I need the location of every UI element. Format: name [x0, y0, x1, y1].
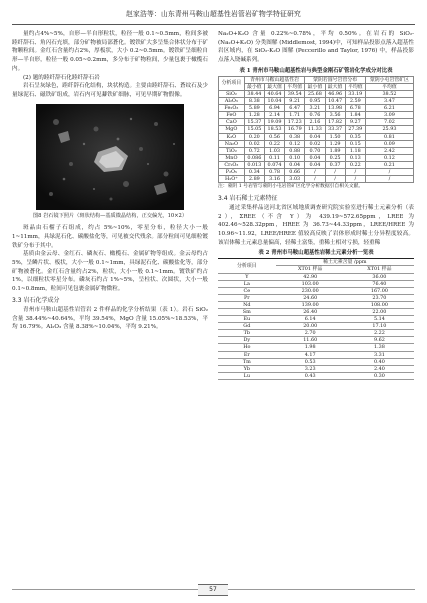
table-cell: 2.42 — [365, 147, 413, 154]
paragraph: 基质由金云母、金红石、磷灰石、橄榄石、金属矿物等组成。金云母约占5%，呈鳞片状、板状，大小一般 0.1~1mm，具绿泥石化、碳酸盐化等，部分矿物被蒼化。金红石含量约占2%，粒状，大小一般 0.1~1mm。镀铁矿约占1%，以细粒状零星分布。磷灰石约占 1%~5%，呈柱状、次圆状，大小一般 0.1~0.8mm，粒间可见包裹金属矿物微粒。 — [12, 251, 208, 293]
table-cell: 230.00 — [276, 287, 345, 294]
section-heading: 3.3 岩石化学成分 — [12, 296, 60, 304]
table-cell: 0.04 — [305, 161, 325, 168]
table-cell: 19.09 — [264, 119, 284, 126]
table-cell: 2.16 — [305, 119, 325, 126]
table-cell: / — [305, 176, 325, 183]
table-cell: 1.18 — [345, 147, 365, 154]
table-cell: Na₂O — [219, 140, 245, 147]
left-column — [12, 30, 208, 332]
table-cell: 1.84 — [345, 112, 365, 119]
table-cell: Al₂O₃ — [219, 98, 245, 105]
table-cell: 46.96 — [325, 91, 345, 98]
table-cell: Sm — [218, 308, 276, 315]
table-cell: 0.88 — [285, 147, 305, 154]
table2-body — [218, 273, 414, 379]
table1-group-header: 蒙阴小屯岩管矿区 — [365, 76, 413, 83]
table1-row — [219, 176, 414, 183]
table-cell: 3.23 — [276, 365, 345, 372]
table-cell: Er — [218, 351, 276, 358]
table-cell: 40.64 — [264, 91, 284, 98]
table-cell: 3.47 — [365, 98, 413, 105]
table-cell: 3.16 — [264, 176, 284, 183]
table-cell: 103.00 — [276, 280, 345, 287]
paragraph: 量约占4%~5%，自形—半自形粒状，粒径一般 0.1~0.5mm，粒间多被踛纤辞石、角闪石充填，部分矿物被局部蒼化。镀铁矿大多呈集合体状分布于矿物颗粒间。金红石含量约占2%，厚板状，大小 0.2~0.5mm。镀铁矿呈细粒自形—半自形，粒径一般 0.05~0.2mm，多分布于矿物粒间，少量包裹于橄榄石内。 — [12, 31, 208, 72]
table1 — [218, 76, 414, 183]
table-cell: 0.13 — [345, 154, 365, 161]
table-cell: / — [345, 176, 365, 183]
table-cell: La — [218, 280, 276, 287]
table-cell: 17.10 — [345, 323, 414, 330]
table-cell: TiO₂ — [219, 147, 245, 154]
table-cell: 0.66 — [285, 169, 305, 176]
table1-row — [219, 91, 414, 98]
table-cell: 3.56 — [325, 112, 345, 119]
table-cell: 10.04 — [264, 98, 284, 105]
table-cell: 3.03 — [285, 176, 305, 183]
table-cell: 0.43 — [276, 372, 345, 379]
table-cell: 39.54 — [285, 91, 305, 98]
table-cell: H₂O⁺ — [219, 176, 245, 183]
table-cell: 0.34 — [244, 169, 264, 176]
table-cell: 5.14 — [345, 316, 414, 323]
table-cell: 38.52 — [365, 91, 413, 98]
table-cell: 1.03 — [264, 147, 284, 154]
table-cell: P₂O₅ — [219, 169, 245, 176]
table-cell: 13.98 — [325, 105, 345, 112]
table1-body — [219, 91, 414, 183]
table-cell: Eu — [218, 316, 276, 323]
micrograph-image — [36, 104, 184, 210]
table-cell: 6.47 — [285, 105, 305, 112]
table-cell: MgO — [219, 126, 245, 133]
right-column — [218, 30, 414, 380]
table-cell: 0.11 — [264, 154, 284, 161]
paragraph: 通过采集样品送河北省区域地质调查研究院实验室进行稀土元素分析（表 2），ΣREE（不含 Y）为 439.19~572.65ppm，LREE 为 402.46~528.32ppm，HREE 为 36.73~44.33ppm，LREE/HREE 为 10.96~11.92，LREE/HREE 值较高反映了岩体形成时稀土分异程度较高。该岩体稀土元素总量偏高，轻稀土富集，重稀土相对亏损，轻重稀 — [218, 204, 414, 246]
table-cell: 33.37 — [325, 126, 345, 133]
table-cell: Ce — [218, 287, 276, 294]
page-number: 57 — [198, 584, 228, 596]
table-cell: 15.05 — [244, 126, 264, 133]
table1-row — [219, 140, 414, 147]
table-cell: / — [305, 169, 325, 176]
table-cell: 2.70 — [276, 330, 345, 337]
table-cell: 0.25 — [325, 154, 345, 161]
paragraph: Na₂O+K₂O 含量 0.22%~0.78%，平均 0.50%。在岩石的 SiO₂-(Na₂O+K₂O) 分类图解 (Middlemost, 1994)中，可知样品投影点落入超基性岩区域内，在 SiO₂-K₂O 图解 (Peccerillo and Taylor, 1976) 中，样品投影点落入铙碱系列。 — [218, 31, 414, 64]
table2-row — [218, 301, 414, 308]
table-cell: 6.21 — [365, 105, 413, 112]
table2-row — [218, 351, 414, 358]
paragraph: 岩石呈灰绿色，踛纤辞石化结构，块状构造。主要由踛纤辞石、蒼纹石及少量绿泥石、磁铁矿组成，岩石内可见藄铁矿细脉，可见早期矿物假像。 — [12, 83, 208, 98]
table-cell: 11.60 — [276, 337, 345, 344]
table-cell: 108.00 — [345, 301, 414, 308]
table-cell: 36.00 — [345, 273, 414, 280]
table2-header-cell: 稀土元素含量 /ppm — [276, 259, 414, 266]
table1-row — [219, 133, 414, 140]
table1-row — [219, 119, 414, 126]
table-cell: 16.79 — [285, 126, 305, 133]
table-cell: 1.38 — [345, 344, 414, 351]
table-cell: 0.02 — [305, 140, 325, 147]
table-cell: 18.53 — [264, 126, 284, 133]
table-cell: 2.14 — [264, 112, 284, 119]
table-cell: Gd — [218, 323, 276, 330]
table-cell: 25.68 — [305, 91, 325, 98]
table-cell: Lu — [218, 372, 276, 379]
table-cell: 0.78 — [264, 169, 284, 176]
table-cell: 1.29 — [325, 140, 345, 147]
table-cell: 6.14 — [276, 316, 345, 323]
table-cell: 3.21 — [305, 105, 325, 112]
table1-note: 注：蒙阴 1 号岩管与蒙阴小屯岩管矿区化学分析数据引自相关文献。 — [218, 184, 364, 190]
table-cell: 0.20 — [244, 133, 264, 140]
table-cell: SiO₂ — [219, 91, 245, 98]
table2-row — [218, 308, 414, 315]
table1-group-header: 蒙阴若圆号岩管分布 — [305, 76, 366, 83]
table-cell: 2.22 — [345, 330, 414, 337]
paragraph: 斑晶由石榴子石组成，约占 5%~10%，零星分布，粒径大小一般 1~11mm，具绿泥石化、碳酸盐化等，可见被交代残余。部分粒间可见细粒镀铁矿分布于其中。 — [12, 225, 208, 249]
table-cell: 2.40 — [345, 365, 414, 372]
table2-row — [218, 365, 414, 372]
table2-header-cell: 分析项目 — [218, 259, 276, 273]
table2-row — [218, 287, 414, 294]
section-heading: 3.4 岩石稀土元素特征 — [218, 194, 278, 202]
subsection-heading: (2) 题的踛纤辞石化踛纤辞石岩 — [23, 74, 100, 81]
table-cell: 0.70 — [305, 147, 325, 154]
table2-row — [218, 280, 414, 287]
table-cell: FeO — [219, 112, 245, 119]
table-cell: 10.47 — [325, 98, 345, 105]
table-cell: Dy — [218, 337, 276, 344]
table-cell: 0.37 — [325, 161, 345, 168]
table-cell: 1.28 — [244, 112, 264, 119]
table-cell: 9.21 — [285, 98, 305, 105]
table-cell: 1.98 — [276, 344, 345, 351]
table-cell: 6.78 — [345, 105, 365, 112]
table2-row — [218, 372, 414, 379]
table-cell: Cr₂O₃ — [219, 161, 245, 168]
table-cell: 0.53 — [276, 358, 345, 365]
table-cell: 3.31 — [345, 351, 414, 358]
table-cell: Fe₂O₃ — [219, 105, 245, 112]
table2-row — [218, 330, 414, 337]
table-cell: 167.00 — [345, 287, 414, 294]
table-cell: 0.10 — [285, 154, 305, 161]
table-cell: 2.89 — [244, 176, 264, 183]
table-cell: 6.94 — [264, 105, 284, 112]
table1-row — [219, 147, 414, 154]
table-cell: 17.82 — [325, 119, 345, 126]
table-cell: 0.38 — [285, 133, 305, 140]
table-cell: 9.27 — [345, 119, 365, 126]
running-header: 赵家浩等：山东青州马鞍山超基性岩管岩矿物学特征研究 — [12, 7, 415, 25]
table-cell: 0.21 — [365, 161, 413, 168]
table1-row — [219, 126, 414, 133]
table-cell: 3.09 — [365, 112, 413, 119]
table-cell: 1.50 — [325, 133, 345, 140]
table1-row — [219, 161, 414, 168]
table1-group-header: 青州市马鞍山超基性岩 — [244, 76, 305, 83]
table-cell: 0.12 — [365, 154, 413, 161]
table-cell: / — [325, 169, 345, 176]
table-cell: MnO — [219, 154, 245, 161]
table-cell: / — [325, 176, 345, 183]
table-cell: 0.04 — [305, 154, 325, 161]
table-cell: 0.013 — [244, 161, 264, 168]
table1-header-cell: 最大值 — [264, 83, 284, 90]
table-cell: 0.81 — [365, 133, 413, 140]
table-cell: 38.44 — [244, 91, 264, 98]
table2 — [218, 258, 414, 380]
table-cell: CaO — [219, 119, 245, 126]
table-cell: 42.90 — [276, 273, 345, 280]
table1-header-cell: 分析项目 — [219, 76, 245, 90]
table1-row — [219, 98, 414, 105]
table-cell: 76.40 — [345, 280, 414, 287]
table2-caption: 表 2 青州市马鞍山超基性岩稀土元素分析一览表 — [258, 250, 374, 257]
table-cell: 1.89 — [325, 147, 345, 154]
table-cell: 7.02 — [365, 119, 413, 126]
table-cell: Tb — [218, 330, 276, 337]
table-cell: 20.00 — [276, 323, 345, 330]
table1-row — [219, 169, 414, 176]
table2-row — [218, 294, 414, 301]
table-cell: 0.72 — [244, 147, 264, 154]
table1-row — [219, 112, 414, 119]
table-cell: 0.04 — [305, 133, 325, 140]
table1-header-cell: 最小值 — [305, 83, 325, 90]
table1-header-cell: 最小值 — [244, 83, 264, 90]
table-cell: / — [345, 169, 365, 176]
table-cell: 2.59 — [345, 98, 365, 105]
table-cell: 11.33 — [305, 126, 325, 133]
table2-row — [218, 273, 414, 280]
table-cell: Pr — [218, 294, 276, 301]
table1-caption: 表 1 青州市马鞍山超基性岩与典型金刚石矿管岩化学成分对比表 — [239, 67, 393, 74]
table-cell: 0.09 — [365, 140, 413, 147]
table-cell: Y — [218, 273, 276, 280]
table-cell: 25.93 — [365, 126, 413, 133]
table-cell: 0.12 — [285, 140, 305, 147]
table-cell: 0.30 — [345, 372, 414, 379]
table-cell: 0.95 — [305, 98, 325, 105]
table-cell: 24.60 — [276, 294, 345, 301]
table-cell: Ho — [218, 344, 276, 351]
table-cell: 0.56 — [264, 133, 284, 140]
micrograph-figure — [36, 104, 184, 210]
table2-header-cell: XT01 样品 — [345, 266, 414, 273]
table-cell: 17.23 — [285, 119, 305, 126]
table2-row — [218, 323, 414, 330]
table-cell: 23.70 — [345, 294, 414, 301]
table-cell: 1.71 — [285, 112, 305, 119]
table-cell: 22.00 — [345, 308, 414, 315]
table-cell: 26.40 — [276, 308, 345, 315]
figure-caption: 图8 岩石镜下照片（斑状结构—基质微晶结构，正交偏光，10×2） — [32, 212, 188, 219]
table-cell: Yb — [218, 365, 276, 372]
table-cell: 0.35 — [345, 133, 365, 140]
table-cell: K₂O — [219, 133, 245, 140]
table-cell: 0.22 — [345, 161, 365, 168]
table-cell: Nd — [218, 301, 276, 308]
table-cell: / — [365, 176, 413, 183]
table-cell: 139.00 — [276, 301, 345, 308]
table-cell: 9.62 — [345, 337, 414, 344]
table-cell: 5.89 — [244, 105, 264, 112]
table2-row — [218, 316, 414, 323]
table-cell: 15.37 — [244, 119, 264, 126]
table-cell: / — [365, 169, 413, 176]
table-cell: Tm — [218, 358, 276, 365]
table-cell: 4.17 — [276, 351, 345, 358]
table-cell: 8.38 — [244, 98, 264, 105]
table-cell: 0.074 — [264, 161, 284, 168]
table1-header-cell: 平均值 — [365, 83, 413, 90]
table1-row — [219, 154, 414, 161]
table2-row — [218, 358, 414, 365]
table-cell: 0.22 — [264, 140, 284, 147]
paragraph: 青州市马鞍山超基性岩管岩 2 件样品的化学分析结果（表 1）。岩石 SiO₂ 含量 38.44%~40.64%，平均 39.54%，MgO 含量 15.05%~18.53%，平均 16.79%。Al₂O₃ 含量 8.38%~10.04%，平均 9.21%。 — [12, 306, 208, 331]
table1-header-cell: 平均值 — [285, 83, 305, 90]
table-cell: 27.39 — [345, 126, 365, 133]
table1-header-cell: 平均值 — [345, 83, 365, 90]
table1-row — [219, 105, 414, 112]
table2-row — [218, 344, 414, 351]
table2-row — [218, 337, 414, 344]
table-cell: 0.04 — [285, 161, 305, 168]
table-cell: 0.086 — [244, 154, 264, 161]
table-cell: 0.40 — [345, 358, 414, 365]
table-cell: 0.02 — [244, 140, 264, 147]
table-cell: 33.19 — [345, 91, 365, 98]
table-cell: 0.76 — [305, 112, 325, 119]
table-cell: 0.15 — [345, 140, 365, 147]
table2-header-cell: XT01 样品 — [276, 266, 345, 273]
table1-header-cell: 最大值 — [325, 83, 345, 90]
